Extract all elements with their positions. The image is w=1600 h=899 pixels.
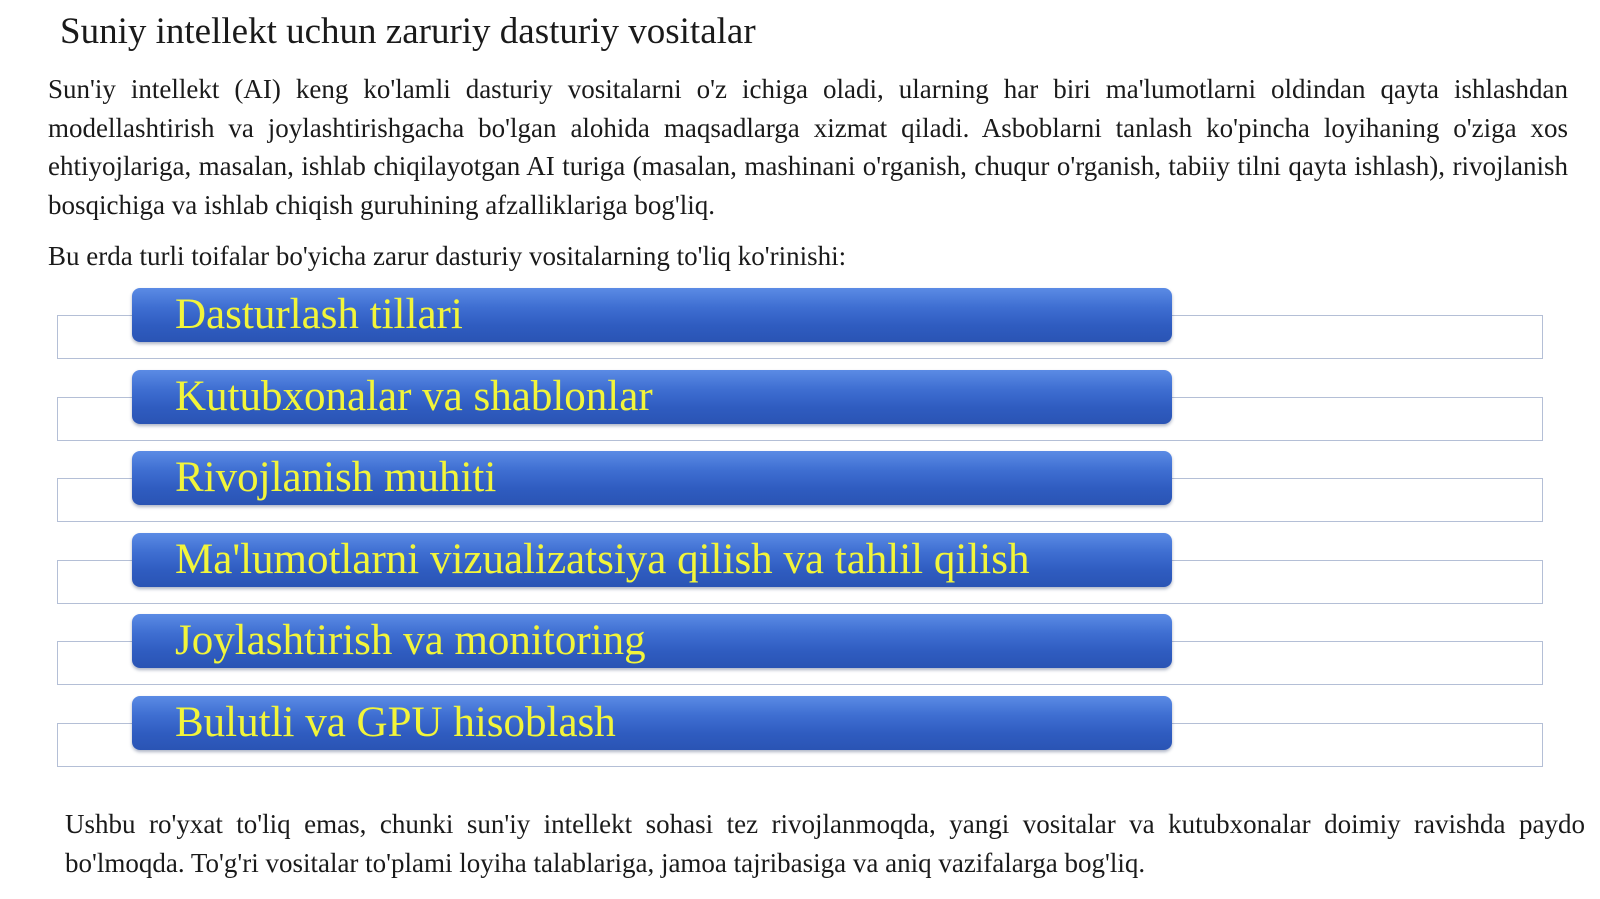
conclusion-paragraph: Ushbu ro'yxat to'liq emas, chunki sun'iy intellekt sohasi tez rivojlanmoqda, yangi vositalar va kutubxonalar doimiy ravishda paydo bo'lmoqda. To'g'ri vositalar to'plami loyiha talablariga, jamoa tajribasiga va aniq vazifalarga bog'liq. <box>65 809 1585 878</box>
category-item-deployment-monitoring <box>0 614 1600 698</box>
category-bar <box>132 288 1172 342</box>
page-title: Suniy intellekt uchun zaruriy dasturiy vositalar <box>60 11 756 52</box>
category-item-development-environment <box>0 451 1600 535</box>
category-label: Ma'lumotlarni vizualizatsiya qilish va tahlil qilish <box>175 536 1030 583</box>
category-bar <box>132 614 1172 668</box>
intro-paragraph: Sun'iy intellekt (AI) keng ko'lamli dasturiy vositalarni o'z ichiga oladi, ularning har biri ma'lumotlarni oldindan qayta ishlashdan modellashtirish va joylashtirishgacha bo'lgan alohida maqsadlarga xizmat qiladi. Asboblarni tanlash ko'pincha loyihaning o'ziga xos ehtiyojlariga, masalan, ishlab chiqilayotgan AI turiga (masalan, mashinani o'rganish, chuqur o'rganish, tabiiy tilni qayta ishlash), rivojlanish bosqichiga va ishlab chiqish guruhining afzalliklariga bog'liq. <box>48 74 1568 220</box>
category-bar <box>132 533 1172 587</box>
category-item-libraries-frameworks <box>0 370 1600 454</box>
lead-paragraph: Bu erda turli toifalar bo'yicha zarur dasturiy vositalarning to'liq ko'rinishi: <box>48 241 847 271</box>
category-bar <box>132 696 1172 750</box>
category-bar <box>132 451 1172 505</box>
category-item-visualization-analysis <box>0 533 1600 617</box>
category-item-cloud-gpu <box>0 696 1600 780</box>
category-label: Rivojlanish muhiti <box>175 454 497 501</box>
category-label: Kutubxonalar va shablonlar <box>175 373 653 420</box>
category-item-programming-languages <box>0 288 1600 372</box>
category-label: Dasturlash tillari <box>175 291 463 338</box>
category-label: Bulutli va GPU hisoblash <box>175 699 616 746</box>
category-bar <box>132 370 1172 424</box>
category-label: Joylashtirish va monitoring <box>175 617 646 664</box>
